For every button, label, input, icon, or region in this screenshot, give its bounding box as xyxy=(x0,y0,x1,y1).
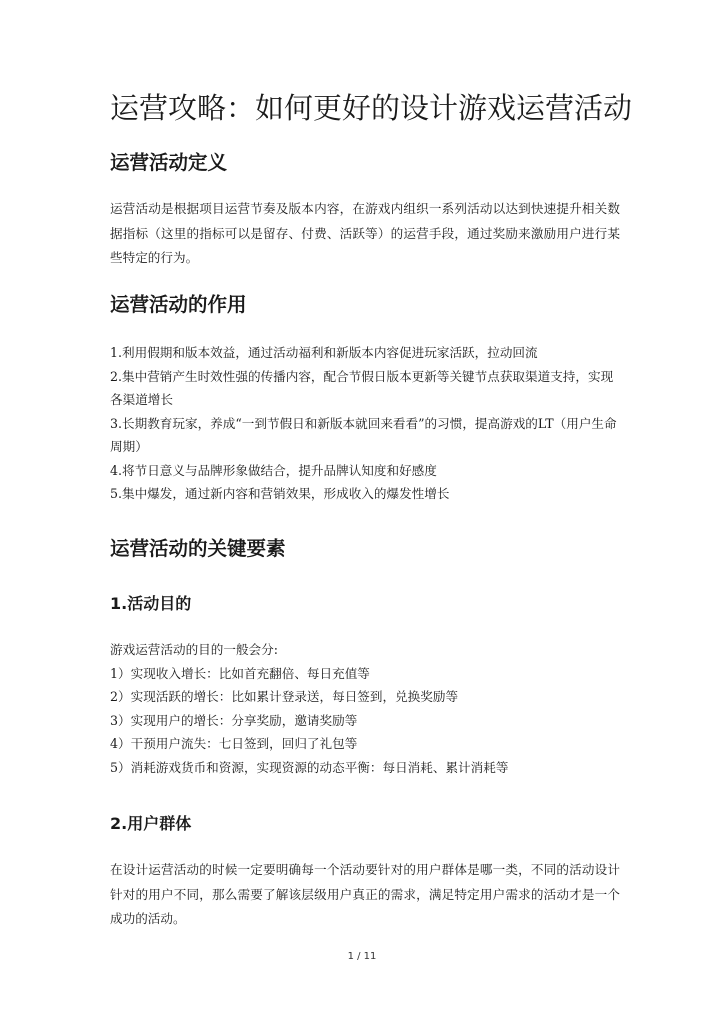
list-item: 5）消耗游戏货币和资源，实现资源的动态平衡：每日消耗、累计消耗等 xyxy=(110,759,509,775)
list-item: 1）实现收入增长：比如首充翻倍、每日充值等 xyxy=(110,665,370,681)
definition-paragraph: 运营活动是根据项目运营节奏及版本内容，在游戏内组织一系列活动以达到快速提升相关数据指标（这里的指标可以是留存、付费、活跃等）的运营手段，通过奖励来激励用户进行某些特定的行为。 xyxy=(110,201,620,265)
list-item: 4）干预用户流失：七日签到，回归了礼包等 xyxy=(110,736,358,751)
list-item: 4.将节日意义与品牌形象做结合，提升品牌认知度和好感度 xyxy=(110,462,437,478)
page-number: 1 / 11 xyxy=(347,951,377,962)
role-list xyxy=(110,341,620,506)
purpose-list xyxy=(110,638,620,779)
list-item: 5.集中爆发，通过新内容和营销效果，形成收入的爆发性增长 xyxy=(110,486,450,501)
list-item: 3）实现用户的增长：分享奖励，邀请奖励等 xyxy=(110,712,358,728)
list-item: 2.集中营销产生时效性强的传播内容，配合节假日版本更新等关键节点获取渠道支持，实现各渠道增长 xyxy=(110,368,614,407)
section-heading-role: 运营活动的作用 xyxy=(110,293,247,316)
subheading-purpose: 1.活动目的 xyxy=(110,594,192,613)
list-item: 1.利用假期和版本效益，通过活动福利和新版本内容促进玩家活跃，拉动回流 xyxy=(110,345,538,360)
list-item: 3.长期教育玩家，养成“一到节假日和新版本就回来看看”的习惯，提高游戏的LT（用户生命周期） xyxy=(110,415,617,454)
list-item: 2）实现活跃的增长：比如累计登录送，每日签到，兑换奖励等 xyxy=(110,689,459,704)
purpose-intro: 游戏运营活动的目的一般会分: xyxy=(110,642,278,657)
audience-paragraph: 在设计运营活动的时候一定要明确每一个活动要针对的用户群体是哪一类，不同的活动设计针对的用户不同，那么需要了解该层级用户真正的需求，满足特定用户需求的活动才是一个成功的活动。 xyxy=(110,862,620,926)
section-heading-definition: 运营活动定义 xyxy=(110,151,228,174)
section-heading-key-elements: 运营活动的关键要素 xyxy=(110,537,286,560)
page-title: 运营攻略：如何更好的设计游戏运营活动 xyxy=(110,91,633,125)
subheading-audience: 2.用户群体 xyxy=(110,814,192,833)
